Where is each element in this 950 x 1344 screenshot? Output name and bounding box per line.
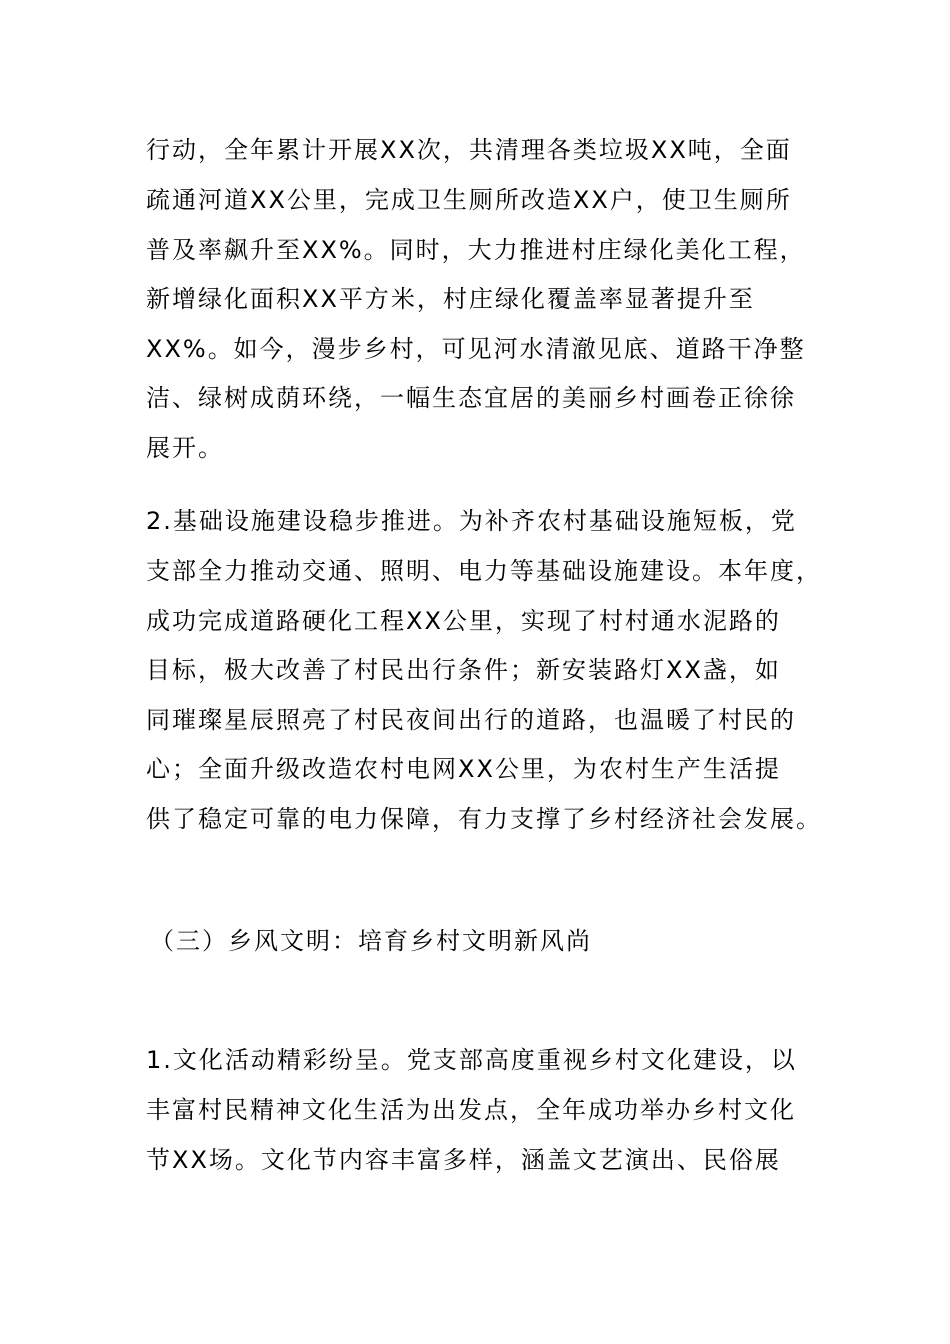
paragraph-3-line-1: 1.文化活动精彩纷呈。党支部高度重视乡村文化建设，以 — [146, 1046, 797, 1074]
paragraph-2-line-4: 目标，极大改善了村民出行条件；新安装路灯XX盏，如 — [146, 656, 781, 684]
paragraph-2-line-2: 支部全力推动交通、照明、电力等基础设施建设。本年度， — [146, 557, 822, 585]
paragraph-1-line-6: 洁、绿树成荫环绕，一幅生态宜居的美丽乡村画卷正徐徐 — [146, 384, 796, 412]
paragraph-3-line-2: 丰富村民精神文化生活为出发点，全年成功举办乡村文化 — [146, 1096, 796, 1124]
paragraph-2-line-6: 心；全面升级改造农村电网XX公里，为农村生产生活提 — [146, 755, 781, 783]
paragraph-1-line-7: 展开。 — [146, 434, 224, 462]
paragraph-2-line-1: 2.基础设施建设稳步推进。为补齐农村基础设施短板，党 — [146, 507, 797, 535]
paragraph-3-line-3: 节XX场。文化节内容丰富多样，涵盖文艺演出、民俗展 — [146, 1146, 781, 1174]
section-heading: （三）乡风文明：培育乡村文明新风尚 — [150, 927, 592, 955]
paragraph-1-line-5: XX%。如今，漫步乡村，可见河水清澈见底、道路干净整 — [146, 335, 806, 363]
paragraph-2-line-7: 供了稳定可靠的电力保障，有力支撑了乡村经济社会发展。 — [146, 805, 822, 833]
paragraph-1-line-4: 新增绿化面积XX平方米，村庄绿化覆盖率显著提升至 — [146, 285, 755, 313]
paragraph-2-line-3: 成功完成道路硬化工程XX公里，实现了村村通水泥路的 — [146, 607, 781, 635]
paragraph-1-line-2: 疏通河道XX公里，完成卫生厕所改造XX户，使卫生厕所 — [146, 186, 792, 214]
paragraph-1-line-1: 行动，全年累计开展XX次，共清理各类垃圾XX吨，全面 — [146, 136, 792, 164]
paragraph-1-line-3: 普及率飙升至XX%。同时，大力推进村庄绿化美化工程， — [146, 236, 806, 264]
paragraph-2-line-5: 同璀璨星辰照亮了村民夜间出行的道路，也温暖了村民的 — [146, 706, 796, 734]
